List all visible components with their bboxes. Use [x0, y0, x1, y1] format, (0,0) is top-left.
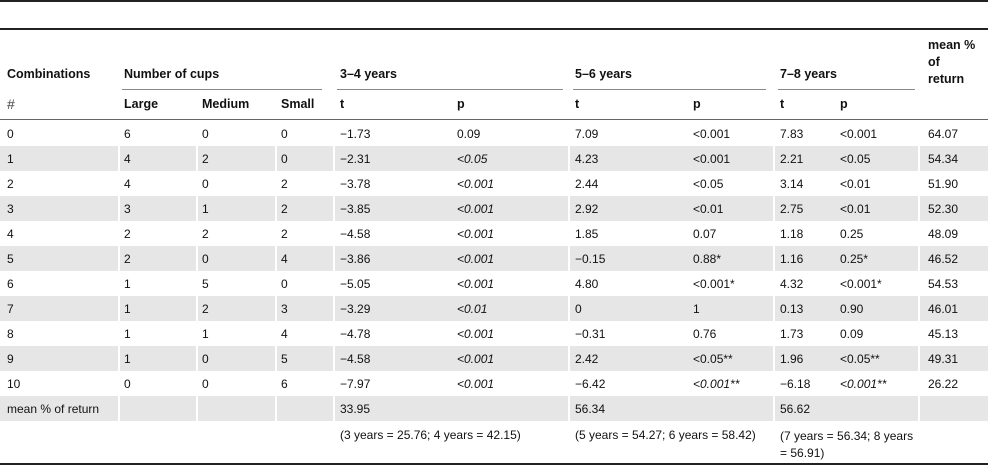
- cell-p-3-4: <0.001: [457, 327, 495, 341]
- cell-t-7-8: 3.14: [780, 177, 804, 191]
- cell-id: 5: [7, 252, 14, 266]
- cell-mean: 64.07: [928, 127, 959, 141]
- header-bottom-rule: [0, 119, 988, 120]
- cell-t-5-6: 2.44: [575, 177, 599, 191]
- cell-p-3-4: <0.001: [457, 177, 495, 191]
- cell-small: 2: [281, 177, 288, 191]
- cell-id: 1: [7, 152, 14, 166]
- cell-p-7-8: 0.25*: [840, 252, 869, 266]
- col-header-medium: Medium: [202, 97, 250, 111]
- cell-p-3-4: 0.09: [457, 127, 481, 141]
- cell-p-3-4: <0.05: [457, 152, 488, 166]
- title-rule: [0, 28, 988, 30]
- note-5-6: (5 years = 54.27; 6 years = 58.42): [575, 428, 756, 442]
- cell-id: 4: [7, 227, 14, 241]
- column-separator: [568, 121, 570, 421]
- cell-small: 6: [281, 377, 288, 391]
- summary-row-band: [0, 396, 988, 421]
- cell-t-3-4: −7.97: [340, 377, 371, 391]
- cell-small: 4: [281, 327, 288, 341]
- cell-p-5-6: <0.001: [693, 152, 731, 166]
- note-3-4: (3 years = 25.76; 4 years = 42.15): [340, 428, 521, 442]
- cell-small: 0: [281, 277, 288, 291]
- cell-p-7-8: <0.01: [840, 177, 871, 191]
- summary-3-4: 33.95: [340, 402, 371, 416]
- cell-t-3-4: −2.31: [340, 152, 371, 166]
- cell-p-3-4: <0.001: [457, 202, 495, 216]
- cell-id: 9: [7, 352, 14, 366]
- column-separator: [918, 121, 920, 421]
- cell-large: 4: [124, 177, 131, 191]
- cell-large: 1: [124, 277, 131, 291]
- cell-t-7-8: 1.18: [780, 227, 804, 241]
- col-header-7-8-years: 7–8 years: [780, 67, 838, 81]
- cell-p-7-8: <0.05: [840, 152, 871, 166]
- cell-small: 2: [281, 227, 288, 241]
- cell-mean: 49.31: [928, 352, 959, 366]
- cell-p-7-8: <0.001**: [840, 377, 887, 391]
- column-separator: [196, 121, 198, 421]
- cell-large: 2: [124, 227, 131, 241]
- cell-p-5-6: <0.001**: [693, 377, 740, 391]
- cell-large: 4: [124, 152, 131, 166]
- col-header-combinations: Combinations: [7, 67, 91, 81]
- col-header-p-7-8: p: [840, 97, 848, 111]
- cell-p-5-6: 0.88*: [693, 252, 722, 266]
- cell-t-5-6: −6.42: [575, 377, 606, 391]
- cell-large: 2: [124, 252, 131, 266]
- cell-p-7-8: <0.05**: [840, 352, 880, 366]
- cell-t-5-6: 4.80: [575, 277, 599, 291]
- cell-p-7-8: <0.01: [840, 202, 871, 216]
- cell-t-3-4: −4.78: [340, 327, 371, 341]
- cell-t-7-8: 7.83: [780, 127, 804, 141]
- cell-id: 6: [7, 277, 14, 291]
- group-rule-5-6: [573, 89, 766, 90]
- cell-large: 1: [124, 302, 131, 316]
- cell-t-5-6: 2.92: [575, 202, 599, 216]
- cell-small: 5: [281, 352, 288, 366]
- cell-p-3-4: <0.001: [457, 377, 495, 391]
- col-header-small: Small: [281, 97, 315, 111]
- cell-medium: 0: [202, 252, 209, 266]
- cell-t-5-6: −0.15: [575, 252, 606, 266]
- cell-medium: 0: [202, 127, 209, 141]
- col-header-t-7-8: t: [780, 97, 785, 111]
- summary-7-8: 56.62: [780, 402, 811, 416]
- col-header-p-5-6: p: [693, 97, 701, 111]
- col-header-t-5-6: t: [575, 97, 580, 111]
- cell-small: 2: [281, 202, 288, 216]
- col-header-t-3-4: t: [340, 97, 345, 111]
- cell-t-5-6: 7.09: [575, 127, 599, 141]
- cell-p-5-6: <0.001: [693, 127, 731, 141]
- cell-p-3-4: <0.001: [457, 252, 495, 266]
- cell-large: 6: [124, 127, 131, 141]
- col-header-large: Large: [124, 97, 159, 111]
- col-header-mean-return-2: of: [928, 55, 940, 69]
- cell-t-7-8: −6.18: [780, 377, 811, 391]
- cell-t-7-8: 1.96: [780, 352, 804, 366]
- column-separator: [333, 121, 335, 421]
- col-header-5-6-years: 5–6 years: [575, 67, 633, 81]
- cell-mean: 54.53: [928, 277, 959, 291]
- cell-t-3-4: −3.78: [340, 177, 371, 191]
- group-rule-7-8: [778, 89, 915, 90]
- cell-t-7-8: 1.16: [780, 252, 804, 266]
- cell-large: 1: [124, 327, 131, 341]
- cell-small: 3: [281, 302, 288, 316]
- cell-t-3-4: −1.73: [340, 127, 371, 141]
- cell-small: 0: [281, 127, 288, 141]
- column-separator: [773, 121, 775, 421]
- cell-id: 2: [7, 177, 14, 191]
- cell-medium: 0: [202, 352, 209, 366]
- column-separator: [275, 121, 277, 421]
- cell-t-7-8: 2.75: [780, 202, 804, 216]
- cell-large: 1: [124, 352, 131, 366]
- cell-t-7-8: 2.21: [780, 152, 804, 166]
- cell-t-7-8: 1.73: [780, 327, 804, 341]
- cell-p-7-8: 0.09: [840, 327, 864, 341]
- cell-t-7-8: 0.13: [780, 302, 804, 316]
- cell-p-3-4: <0.001: [457, 227, 495, 241]
- cell-p-5-6: <0.05: [693, 177, 724, 191]
- cell-t-3-4: −3.29: [340, 302, 371, 316]
- cell-t-5-6: −0.31: [575, 327, 606, 341]
- group-rule-3-4: [337, 89, 563, 90]
- cell-p-5-6: <0.01: [693, 202, 724, 216]
- cell-mean: 46.52: [928, 252, 959, 266]
- cell-p-7-8: <0.001: [840, 127, 878, 141]
- cell-medium: 2: [202, 227, 209, 241]
- cell-p-5-6: <0.001*: [693, 277, 735, 291]
- cell-t-3-4: −3.86: [340, 252, 371, 266]
- cell-mean: 48.09: [928, 227, 959, 241]
- cell-p-5-6: 0.07: [693, 227, 717, 241]
- cell-p-3-4: <0.001: [457, 277, 495, 291]
- group-rule-cups: [122, 89, 322, 90]
- cell-mean: 26.22: [928, 377, 959, 391]
- cell-p-7-8: 0.25: [840, 227, 864, 241]
- cell-t-3-4: −5.05: [340, 277, 371, 291]
- col-header-mean-return-1: mean %: [928, 38, 976, 52]
- cell-mean: 51.90: [928, 177, 959, 191]
- cell-p-3-4: <0.001: [457, 352, 495, 366]
- cell-medium: 2: [202, 302, 209, 316]
- cell-id: 10: [7, 377, 21, 391]
- col-header-p-3-4: p: [457, 97, 465, 111]
- column-separator: [118, 121, 120, 421]
- cell-t-5-6: 2.42: [575, 352, 599, 366]
- cell-medium: 1: [202, 202, 209, 216]
- cell-medium: 5: [202, 277, 209, 291]
- cell-t-3-4: −3.85: [340, 202, 371, 216]
- cell-mean: 45.13: [928, 327, 959, 341]
- top-rule: [0, 0, 988, 2]
- cell-t-5-6: 1.85: [575, 227, 599, 241]
- cell-t-5-6: 0: [575, 302, 582, 316]
- cell-p-7-8: <0.001*: [840, 277, 882, 291]
- cell-t-3-4: −4.58: [340, 352, 371, 366]
- cell-mean: 54.34: [928, 152, 959, 166]
- cell-id: 0: [7, 127, 14, 141]
- cell-medium: 1: [202, 327, 209, 341]
- cell-id: 7: [7, 302, 14, 316]
- cell-id: 3: [7, 202, 14, 216]
- cell-large: 0: [124, 377, 131, 391]
- cell-t-7-8: 4.32: [780, 277, 804, 291]
- cell-large: 3: [124, 202, 131, 216]
- cell-p-5-6: 1: [693, 302, 700, 316]
- note-7-8: (7 years = 56.34; 8 years = 56.91): [780, 429, 914, 460]
- col-header-mean-return-3: return: [928, 72, 965, 86]
- cell-small: 0: [281, 152, 288, 166]
- cell-p-5-6: 0.76: [693, 327, 717, 341]
- summary-5-6: 56.34: [575, 402, 606, 416]
- cell-medium: 0: [202, 377, 209, 391]
- col-header-3-4-years: 3–4 years: [340, 67, 398, 81]
- cell-p-3-4: <0.01: [457, 302, 488, 316]
- cell-t-5-6: 4.23: [575, 152, 599, 166]
- cell-p-7-8: 0.90: [840, 302, 864, 316]
- cell-medium: 0: [202, 177, 209, 191]
- cell-mean: 52.30: [928, 202, 959, 216]
- cell-small: 4: [281, 252, 288, 266]
- cell-p-5-6: <0.05**: [693, 352, 733, 366]
- cell-id: 8: [7, 327, 14, 341]
- cell-mean: 46.01: [928, 302, 959, 316]
- summary-label: mean % of return: [7, 402, 100, 416]
- bottom-rule: [0, 463, 988, 465]
- cell-medium: 2: [202, 152, 209, 166]
- col-header-hash: #: [7, 96, 15, 112]
- cell-t-3-4: −4.58: [340, 227, 371, 241]
- col-header-number-of-cups: Number of cups: [124, 67, 220, 81]
